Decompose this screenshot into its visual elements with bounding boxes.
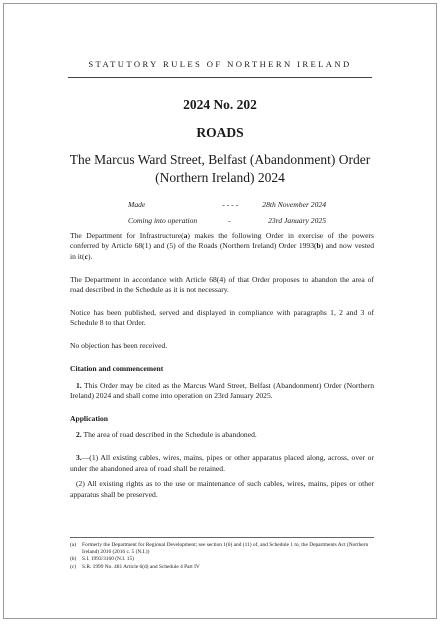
preamble-paragraph: Notice has been published, served and displayed in compliance with paragraphs 1, 2 and 3 of Schedule 8 to that Order.: [70, 308, 374, 328]
date-value: 28th November 2024: [262, 200, 326, 209]
footnote-mark: (c): [70, 563, 76, 570]
article-text: The area of road described in the Schedule is abandoned.: [81, 430, 257, 440]
footnote: [70, 542, 374, 556]
article-3-2: (2) All existing rights as to the use or maintenance of such cables, wires, mains, pipes or other apparatus shall be preserved.: [70, 479, 374, 499]
preamble-paragraph: [70, 231, 374, 262]
section-heading-application: Application: [70, 413, 108, 423]
section-heading-citation: Citation and commencement: [70, 364, 164, 374]
footnote: [70, 564, 374, 571]
footnotes: [70, 537, 374, 571]
footnote: [70, 556, 374, 563]
footnote-ref[interactable]: b: [316, 241, 321, 251]
preamble-text: ).: [87, 251, 93, 261]
date-label: Coming into operation: [128, 216, 198, 225]
footnote-mark: (a): [70, 542, 76, 548]
document-page: [3, 3, 437, 619]
order-body: [70, 231, 374, 512]
preamble-text: ) makes the following Order in exercise of the powers conferred by Article 68(1) and (5) of the Roads (Northern Ireland) Order 1993(: [70, 231, 374, 251]
date-label: Made: [128, 200, 146, 209]
footnote-text: S.I. 1993/3160 (N.I. 15): [82, 556, 134, 563]
article-2: [70, 430, 374, 440]
date-dashes: -: [228, 216, 231, 225]
preamble-text: The Department for Infrastructure(: [70, 231, 184, 240]
date-row-made: [128, 197, 326, 213]
article-1: [70, 381, 374, 402]
article-text: —(1) All existing cables, wires, mains, pipes or other apparatus placed along, across, over or under the abandoned area of road shall be retained.: [70, 453, 374, 473]
footnote-ref[interactable]: a: [183, 231, 188, 240]
order-number: 2024 No. 202: [183, 97, 257, 112]
footnote-mark: (b): [70, 556, 77, 563]
article-3: [70, 453, 374, 474]
footnote-text: S.R. 1999 No. 481 Article 6(d) and Schedule 4 Part IV: [82, 563, 200, 570]
footnote-text: Formerly the Department for Regional Development; see section 1(6) and (11) of, and Schedule 1 to, the Departments Act (Northern Ireland) 2016 (2016 c. 5 (N.I.)): [82, 542, 369, 556]
preamble-paragraph: No objection has been received.: [70, 341, 168, 351]
article-text: This Order may be cited as the Marcus Ward Street, Belfast (Abandonment) Order (Northern Ireland) 2024 and shall come into operation on 23rd January 2025.: [70, 380, 374, 401]
article-number: 1.: [76, 380, 82, 390]
order-title: The Marcus Ward Street, Belfast (Abandonment) Order (Northern Ireland) 2024: [69, 152, 371, 185]
date-value: 23rd January 2025: [268, 216, 326, 225]
preamble-paragraph: The Department in accordance with Article 68(4) of that Order proposes to abandon the area of road described in the Schedule as it is not necessary.: [70, 274, 374, 295]
date-dashes: - - - -: [222, 200, 239, 209]
series-header: STATUTORY RULES OF NORTHERN IRELAND: [68, 59, 372, 78]
footnote-ref[interactable]: c: [84, 251, 88, 261]
dates-block: [128, 197, 326, 229]
subject-heading: ROADS: [196, 125, 244, 140]
article-number: 2.: [76, 430, 82, 440]
date-row-operation: [128, 213, 326, 229]
article-number: 3.: [76, 453, 82, 463]
preamble-text: ) and now vested in it(: [70, 241, 374, 261]
